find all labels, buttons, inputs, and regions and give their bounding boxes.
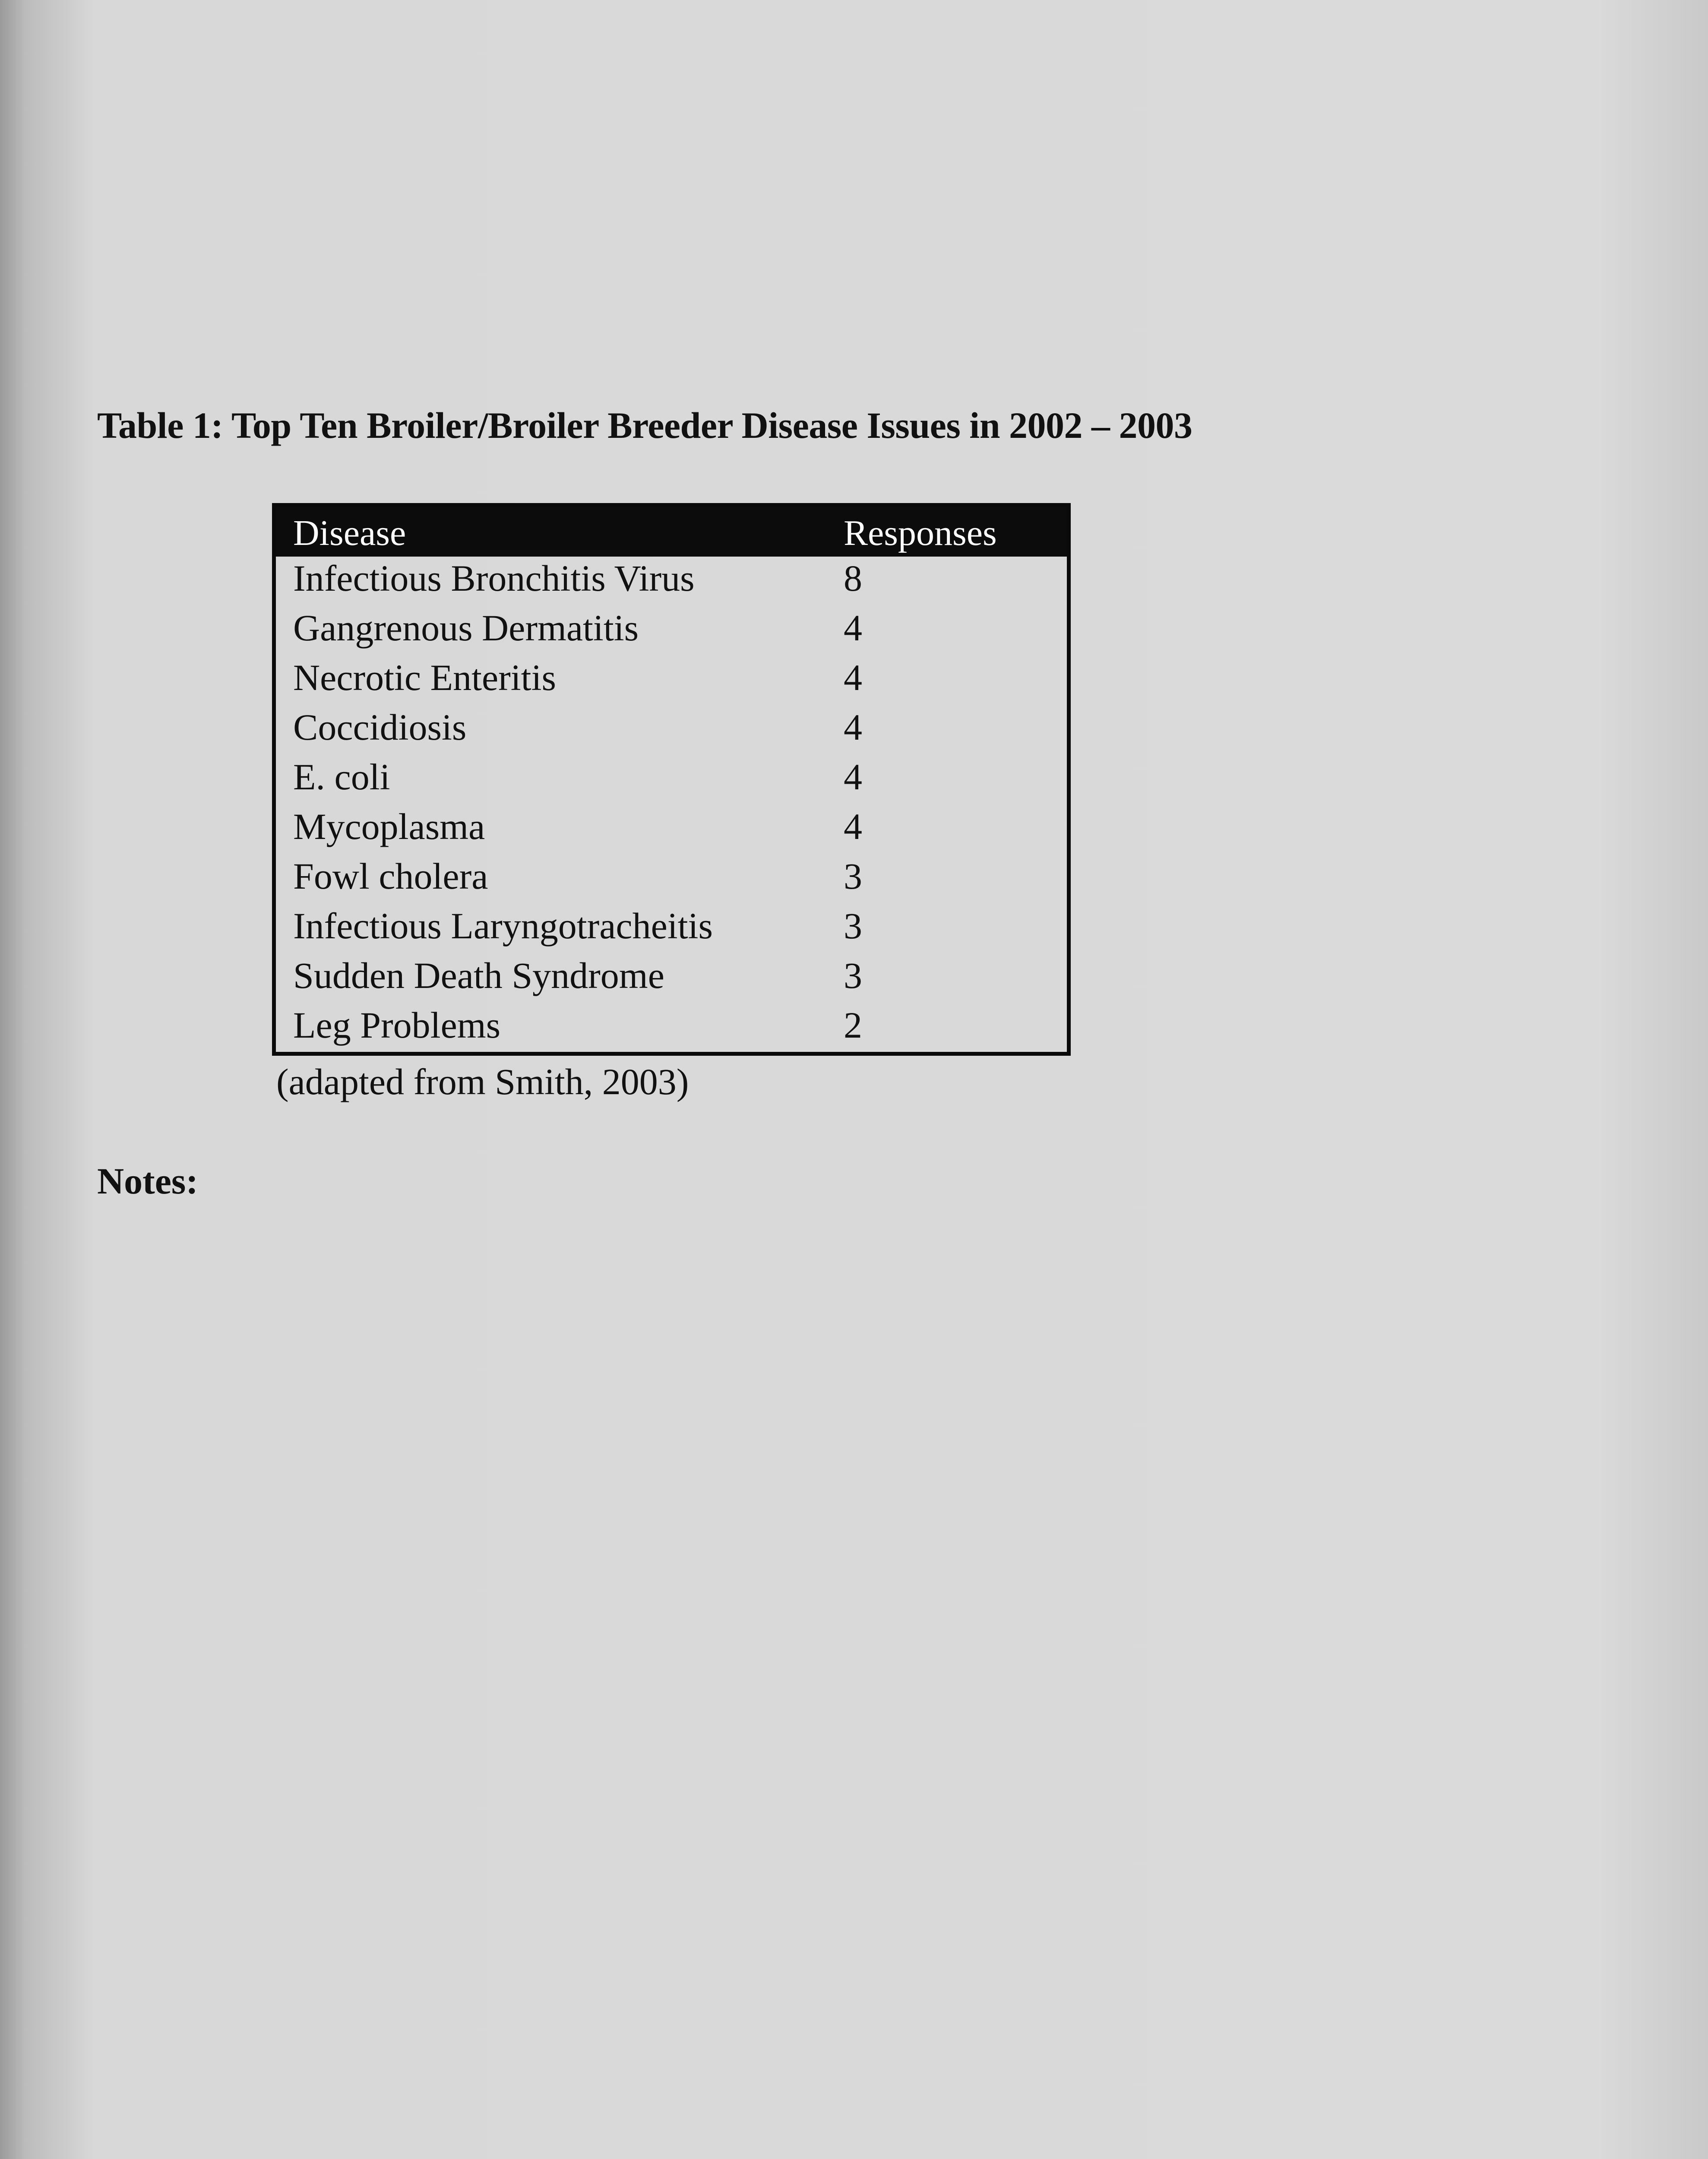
column-header-responses: Responses (844, 513, 997, 553)
table-row (276, 706, 1067, 755)
table-row (276, 656, 1067, 706)
responses-cell: 4 (844, 706, 862, 748)
table-row (276, 904, 1067, 954)
disease-cell: Necrotic Enteritis (293, 657, 556, 698)
responses-cell: 3 (844, 955, 862, 996)
responses-cell: 8 (844, 557, 862, 599)
disease-cell: E. coli (293, 756, 390, 798)
table-row (276, 954, 1067, 1004)
responses-cell: 2 (844, 1004, 862, 1046)
responses-cell: 4 (844, 756, 862, 798)
disease-cell: Fowl cholera (293, 855, 488, 897)
disease-table (272, 503, 1071, 1056)
table-header (276, 507, 1067, 557)
table-row (276, 606, 1067, 656)
table-caption: (adapted from Smith, 2003) (276, 1061, 689, 1102)
disease-cell: Mycoplasma (293, 806, 485, 847)
table-row (276, 805, 1067, 855)
disease-cell: Coccidiosis (293, 706, 467, 748)
disease-cell: Leg Problems (293, 1004, 501, 1046)
disease-cell: Sudden Death Syndrome (293, 955, 664, 996)
notes-heading: Notes: (97, 1160, 199, 1202)
disease-cell: Gangrenous Dermatitis (293, 607, 639, 649)
disease-cell: Infectious Bronchitis Virus (293, 557, 695, 599)
column-header-disease: Disease (293, 513, 406, 553)
responses-cell: 3 (844, 905, 862, 947)
responses-cell: 4 (844, 657, 862, 698)
responses-cell: 4 (844, 806, 862, 847)
table-row (276, 557, 1067, 606)
responses-cell: 4 (844, 607, 862, 649)
table-row (276, 755, 1067, 805)
table-title: Table 1: Top Ten Broiler/Broiler Breeder Disease Issues in 2002 – 2003 (97, 405, 1192, 446)
table-row (276, 855, 1067, 904)
disease-cell: Infectious Laryngotracheitis (293, 905, 713, 947)
responses-cell: 3 (844, 855, 862, 897)
table-row (276, 1004, 1067, 1053)
